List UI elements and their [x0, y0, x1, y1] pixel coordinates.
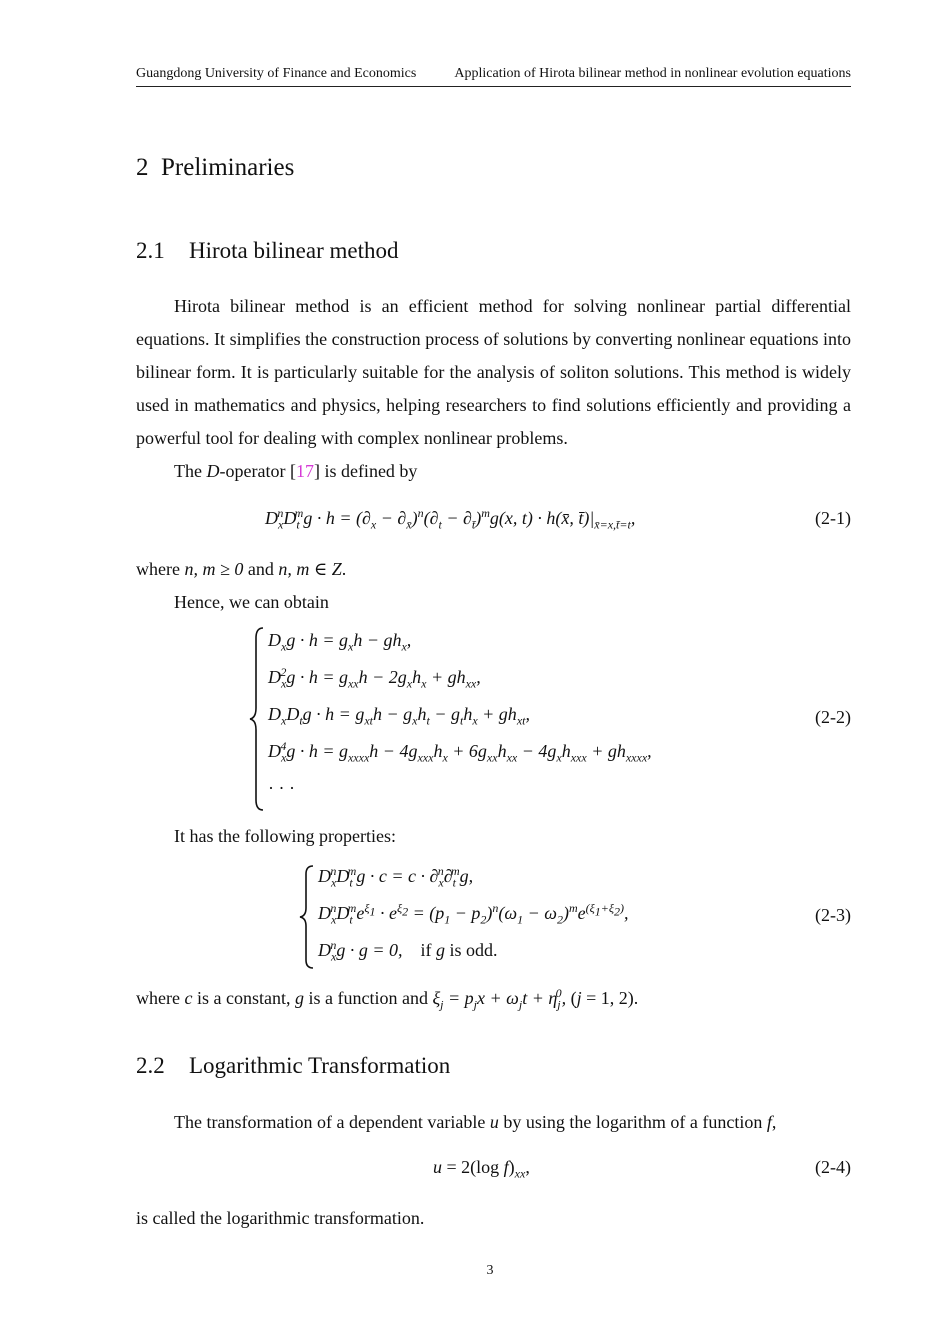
running-header-left: Guangdong University of Finance and Economics: [136, 66, 417, 81]
equation-2-4: u = 2(log $f)_{xx}$,: [433, 1157, 530, 1181]
paragraph-transformation: The transformation of a dependent variable u by using the logarithm of a function f,: [174, 1112, 777, 1132]
paragraph-properties: It has the following properties:: [174, 826, 396, 846]
equation-line: $D_x^nD_t^mg \cdot c = c \cdot \partial_x^n\partial_t^mg$,: [318, 864, 474, 890]
chapter-number: 2: [136, 154, 149, 181]
paragraph-where-2: where c is a constant, g is a function and $\xi_j = p_jx + \omega_jt + \eta_j^0$, (j = 1, 2).: [136, 986, 639, 1012]
paragraph-hence: Hence, we can obtain: [174, 592, 329, 612]
chapter-title: Preliminaries: [161, 154, 295, 181]
equation-2-1: $D_x^nD_t^mg \cdot h = (\partial_x - \partial_{x̄})^n(\partial_t - \partial_{t̄})^mg(x$, t) · h(x̄, $t̄)|_{x̄=x,t̄=t}$,: [265, 506, 636, 532]
equation-number-2-4: (2-4): [815, 1157, 851, 1177]
equation-number-2-1: (2-1): [815, 508, 851, 528]
section-number: 2.1: [136, 238, 165, 263]
left-brace-2-2: [248, 626, 266, 812]
equation-number-2-2: (2-2): [815, 707, 851, 727]
paragraph-where-1: where n, m ≥ 0 and n, m ∈ Z.: [136, 559, 347, 579]
paragraph-intro: Hirota bilinear method is an efficient method for solving nonlinear partial differential equations. It simplifies the construction process of solutions by converting nonlinear equations into bilinear form. It is particularly suitable for the analysis of soliton solutions. This method is widely used in mathematics and physics, helping researchers to find solutions efficiently and providing a powerful tool for dealing with complex nonlinear problems.: [136, 296, 851, 448]
section-number: 2.2: [136, 1053, 165, 1078]
equation-2-3: [318, 866, 629, 970]
equation-ellipsis: · · ·: [268, 778, 295, 798]
left-brace-2-3: [298, 864, 316, 970]
paragraph-d-operator: The D-operator [17] is defined by: [174, 461, 418, 481]
equation-number-2-3: (2-3): [815, 905, 851, 925]
section-title: Hirota bilinear method: [189, 238, 399, 263]
equation-line: $D_xD_tg \cdot h = g_{xt}h - g_xh_t - g_th_x + gh_{xt}$,: [268, 704, 530, 728]
equation-2-2: [268, 630, 652, 808]
section-title: Logarithmic Transformation: [189, 1053, 451, 1078]
equation-line: $D_xg \cdot h = g_xh - gh_x$,: [268, 630, 412, 654]
paragraph-log-transform: is called the logarithmic transformation.: [136, 1208, 425, 1228]
header-rule: [136, 86, 851, 87]
section-heading-2-2: [136, 1053, 450, 1079]
equation-line: $D_x^nD_t^me^{\xi_1} \cdot e^{\xi_2} = (p_1 - p_2)^n(\omega_1 - \omega_2)^me^{(\xi_1+\xi_2)}$,: [318, 901, 629, 927]
equation-line: $D_x^2g \cdot h = g_{xx}h - 2g_xh_x + gh_{xx}$,: [268, 665, 481, 691]
citation-link[interactable]: 17: [295, 461, 314, 481]
equation-line: $D_x^4g \cdot h = g_{xxxx}h - 4g_{xxx}h_x + 6g_{xx}h_{xx} - 4g_xh_{xxx} + gh_{xxxx}$,: [268, 739, 652, 765]
section-heading-2-1: [136, 238, 399, 264]
running-header-right: Application of Hirota bilinear method in nonlinear evolution equations: [454, 66, 851, 81]
equation-line: $D_x^ng \cdot g = 0$, if g is odd.: [318, 938, 498, 964]
page-number: 3: [486, 1263, 494, 1278]
chapter-heading: [136, 154, 294, 182]
